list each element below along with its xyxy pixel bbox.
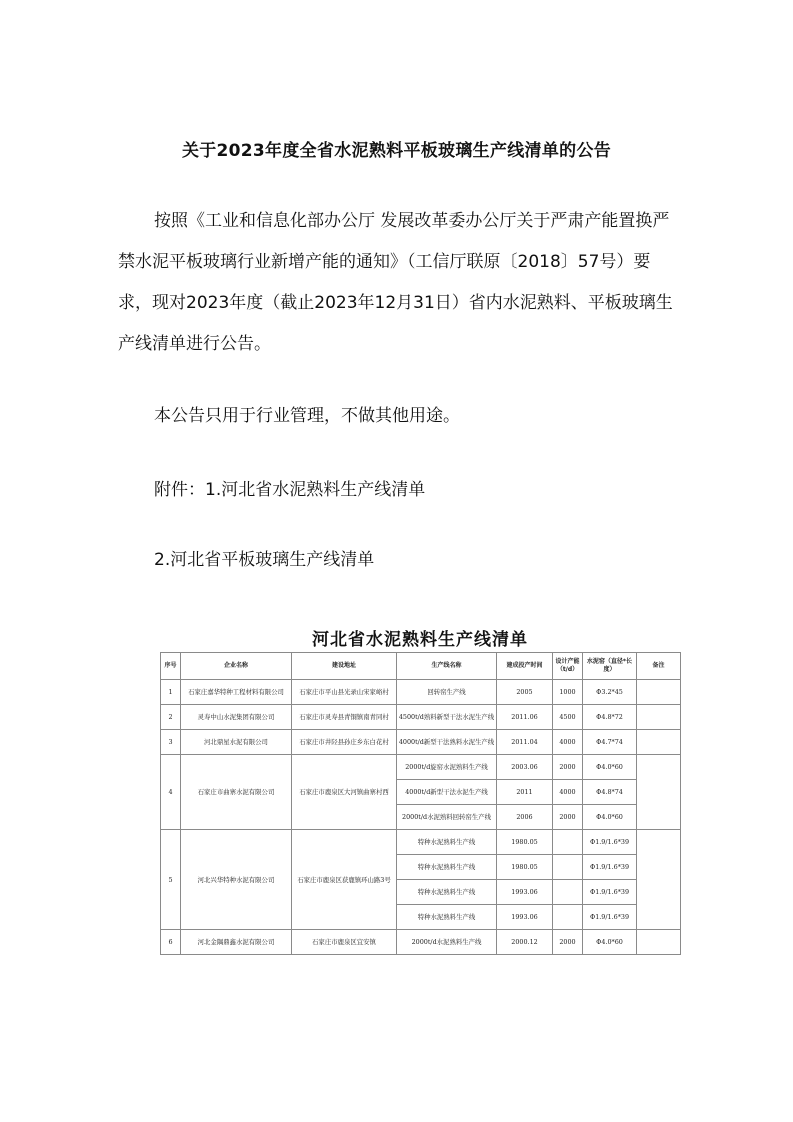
cell-note: [637, 680, 681, 705]
cell-capacity: [553, 880, 583, 905]
table-row: [161, 730, 681, 755]
cell-address: 石家庄市井陉县孙庄乡东白花村: [292, 730, 397, 755]
cell-kiln: Φ4.8*74: [583, 780, 637, 805]
cell-address: 石家庄市鹿泉区宜安镇: [292, 930, 397, 955]
cell-address: 石家庄市平山县光录山宋家峪村: [292, 680, 397, 705]
cell-company: 河北鼎星水泥有限公司: [181, 730, 292, 755]
sheet-title: 河北省水泥熟料生产线清单: [312, 630, 528, 650]
cell-no: 3: [161, 730, 181, 755]
cell-date: 2011: [497, 780, 553, 805]
header-no: 序号: [161, 653, 181, 680]
cell-kiln: Φ4.0*60: [583, 930, 637, 955]
cell-no: 4: [161, 755, 181, 830]
cell-kiln: Φ4.8*72: [583, 705, 637, 730]
cell-line: 特种水泥熟料生产线: [397, 905, 497, 930]
cell-kiln: Φ1.9/1.6*39: [583, 880, 637, 905]
cell-kiln: Φ1.9/1.6*39: [583, 905, 637, 930]
cell-date: 2011.06: [497, 705, 553, 730]
header-line: 生产线名称: [397, 653, 497, 680]
table-row: [161, 830, 681, 855]
cell-no: 1: [161, 680, 181, 705]
cell-date: 2006: [497, 805, 553, 830]
cell-capacity: [553, 905, 583, 930]
cell-kiln: Φ3.2*45: [583, 680, 637, 705]
cell-line: 4000t/d新型干法水泥生产线: [397, 780, 497, 805]
cell-date: 2003.06: [497, 755, 553, 780]
paragraph-requirement-text: 按照《工业和信息化部办公厅 发展改革委办公厅关于严肃产能置换严禁水泥平板玻璃行业新增产能的通知》（工信厅联原〔2018〕57号）要求，现对2023年度（截止2023年12月31日）省内水泥熟料、平板玻璃生产线清单进行公告。: [118, 211, 673, 354]
cell-line: 2000t/d水泥熟料回转窑生产线: [397, 805, 497, 830]
cell-note: [637, 730, 681, 755]
cell-note: [637, 930, 681, 955]
cell-kiln: Φ1.9/1.6*39: [583, 855, 637, 880]
cell-capacity: 4000: [553, 780, 583, 805]
cement-clinker-list-image: [160, 628, 680, 955]
cell-date: 1980.05: [497, 830, 553, 855]
table-row: [161, 680, 681, 705]
cell-no: 5: [161, 830, 181, 930]
cell-date: 1993.06: [497, 880, 553, 905]
cell-kiln: Φ4.0*60: [583, 755, 637, 780]
cell-kiln: Φ1.9/1.6*39: [583, 830, 637, 855]
cell-company: 石家庄市曲寨水泥有限公司: [181, 755, 292, 830]
cell-line: 回转窑生产线: [397, 680, 497, 705]
cell-line: 特种水泥熟料生产线: [397, 880, 497, 905]
cell-kiln: Φ4.7*74: [583, 730, 637, 755]
cell-capacity: [553, 855, 583, 880]
header-date: 建成投产时间: [497, 653, 553, 680]
cell-address: 石家庄市鹿泉区获鹿镇环山路3号: [292, 830, 397, 930]
cell-no: 6: [161, 930, 181, 955]
notice-title: 关于2023年度全省水泥熟料平板玻璃生产线清单的公告: [181, 141, 612, 161]
header-company: 企业名称: [181, 653, 292, 680]
cell-capacity: 4500: [553, 705, 583, 730]
cell-note: [637, 830, 681, 930]
cell-line: 4000t/d新型干法熟料水泥生产线: [397, 730, 497, 755]
cell-date: 1993.06: [497, 905, 553, 930]
cell-capacity: 1000: [553, 680, 583, 705]
cement-line-table: [160, 652, 681, 955]
cell-capacity: 2000: [553, 755, 583, 780]
table-header-row: [161, 653, 681, 680]
cell-capacity: 2000: [553, 805, 583, 830]
cell-capacity: 2000: [553, 930, 583, 955]
attachment-2-text: 2.河北省平板玻璃生产线清单: [154, 550, 375, 570]
cell-address: 石家庄市灵寿县青铜镇南青同村: [292, 705, 397, 730]
cell-company: 石家庄嘉华特种工程材料有限公司: [181, 680, 292, 705]
paragraph-requirement: [118, 201, 678, 365]
cell-note: [637, 755, 681, 830]
header-kiln: 水泥窑（直径*长度）: [583, 653, 637, 680]
cell-line: 2000t/d水泥熟料生产线: [397, 930, 497, 955]
header-capacity: 设计产能（t/d）: [553, 653, 583, 680]
cell-company: 灵寿中山水泥集团有限公司: [181, 705, 292, 730]
cell-address: 石家庄市鹿泉区大河镇曲寨村西: [292, 755, 397, 830]
cell-date: 1980.05: [497, 855, 553, 880]
cell-date: 2011.04: [497, 730, 553, 755]
cell-date: 2000.12: [497, 930, 553, 955]
cell-date: 2005: [497, 680, 553, 705]
header-note: 备注: [637, 653, 681, 680]
table-row: [161, 705, 681, 730]
cell-line: 特种水泥熟料生产线: [397, 855, 497, 880]
cell-line: 特种水泥熟料生产线: [397, 830, 497, 855]
attachment-1-text: 附件：1.河北省水泥熟料生产线清单: [154, 480, 426, 500]
cell-company: 河北金隅鼎鑫水泥有限公司: [181, 930, 292, 955]
paragraph-usage-note-text: 本公告只用于行业管理，不做其他用途。: [154, 406, 460, 426]
cell-capacity: [553, 830, 583, 855]
paragraph-usage-note: [118, 396, 678, 437]
table-row: [161, 930, 681, 955]
cell-kiln: Φ4.0*60: [583, 805, 637, 830]
attachment-1: [118, 470, 678, 511]
header-address: 建设地址: [292, 653, 397, 680]
cell-no: 2: [161, 705, 181, 730]
cell-note: [637, 705, 681, 730]
cell-line: 4500t/d熟料新型干法水泥生产线: [397, 705, 497, 730]
cell-capacity: 4000: [553, 730, 583, 755]
attachment-2: [118, 540, 678, 581]
table-row: [161, 755, 681, 780]
cell-line: 2000t/d旋窑水泥熟料生产线: [397, 755, 497, 780]
cell-company: 河北兴华特种水泥有限公司: [181, 830, 292, 930]
